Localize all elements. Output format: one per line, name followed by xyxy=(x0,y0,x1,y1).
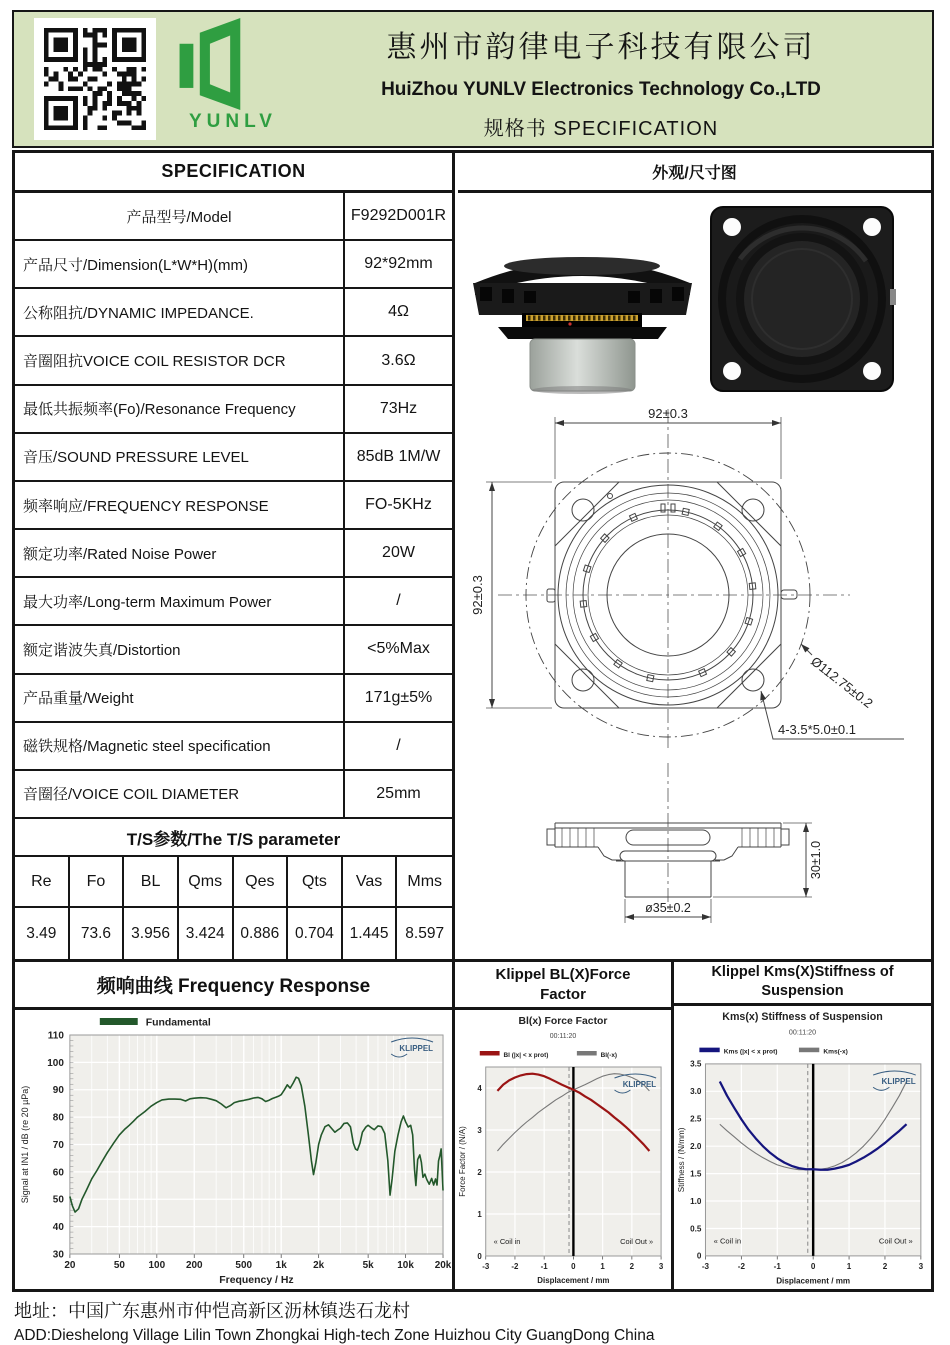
spec-value: 4Ω xyxy=(388,303,409,321)
table-row xyxy=(15,723,452,771)
kms-stiffness-chart xyxy=(674,1006,931,1289)
svg-text:Kms(-x): Kms(-x) xyxy=(823,1048,848,1056)
dim-circle-label: Ø112.75±0.2 xyxy=(808,653,876,711)
ts-value: 8.597 xyxy=(405,924,445,942)
svg-text:KLIPPEL: KLIPPEL xyxy=(622,1079,657,1090)
table-row xyxy=(15,434,452,482)
qr-code xyxy=(34,18,156,140)
table-row xyxy=(15,289,452,337)
dim-height-label: 92±0.3 xyxy=(470,575,485,615)
svg-text:3: 3 xyxy=(918,1261,924,1271)
spec-label: 额定谐波失真/Distortion xyxy=(15,626,345,672)
ts-value: 3.424 xyxy=(179,908,234,959)
ts-header: Vas xyxy=(343,857,398,908)
svg-text:Bl(-x): Bl(-x) xyxy=(600,1051,618,1060)
spec-value: 20W xyxy=(382,544,415,562)
spec-value: F9292D001R xyxy=(350,207,447,225)
speaker-logo-icon xyxy=(172,18,246,110)
frequency-response-title: 频响曲线 Frequency Response xyxy=(15,962,452,1010)
ts-parameter-table xyxy=(15,857,452,959)
spec-label: 产品重量/Weight xyxy=(15,675,345,721)
svg-text:00:11:20: 00:11:20 xyxy=(788,1028,817,1037)
ts-header: Mms xyxy=(397,857,452,908)
svg-text:50: 50 xyxy=(113,1259,125,1272)
spec-label: 频率响应/FREQUENCY RESPONSE xyxy=(15,482,345,528)
svg-text:10k: 10k xyxy=(397,1259,414,1272)
frequency-response-plot xyxy=(16,1011,451,1288)
spec-value: 3.6Ω xyxy=(381,351,416,369)
svg-text:0.5: 0.5 xyxy=(690,1223,702,1233)
spec-label: 最低共振频率(Fo)/Resonance Frequency xyxy=(15,386,345,432)
svg-text:0: 0 xyxy=(477,1251,482,1261)
spec-value: / xyxy=(396,592,401,610)
spec-label: 公称阻抗/DYNAMIC IMPEDANCE. xyxy=(15,289,345,335)
speaker-side-photo xyxy=(470,235,695,397)
company-name-en: HuiZhou YUNLV Electronics Technology Co.,LTD xyxy=(381,79,821,100)
svg-text:100: 100 xyxy=(47,1057,64,1069)
spec-label: 产品型号/Model xyxy=(15,193,345,239)
frequency-response-chart xyxy=(15,1010,452,1289)
spec-label: 音压/SOUND PRESSURE LEVEL xyxy=(15,434,345,480)
svg-text:Signal at IN1 / dB (re 20 µPa): Signal at IN1 / dB (re 20 µPa) xyxy=(19,1085,30,1204)
table-row xyxy=(15,337,452,385)
svg-text:20: 20 xyxy=(64,1259,76,1272)
ts-value: 3.49 xyxy=(15,908,70,959)
svg-text:00:11:20: 00:11:20 xyxy=(549,1032,577,1041)
svg-text:Frequency / Hz: Frequency / Hz xyxy=(219,1274,294,1287)
svg-text:2: 2 xyxy=(477,1167,482,1177)
table-row xyxy=(15,675,452,723)
svg-text:1.5: 1.5 xyxy=(690,1169,702,1179)
svg-text:3: 3 xyxy=(658,1261,664,1272)
table-row xyxy=(15,482,452,530)
svg-text:0: 0 xyxy=(696,1251,702,1261)
svg-text:-1: -1 xyxy=(540,1261,548,1272)
spec-sheet-body xyxy=(12,150,934,1292)
svg-text:-1: -1 xyxy=(773,1261,781,1271)
svg-text:Coil Out »: Coil Out » xyxy=(878,1236,913,1246)
svg-text:2.0: 2.0 xyxy=(690,1141,702,1151)
svg-text:KLIPPEL: KLIPPEL xyxy=(399,1043,434,1054)
svg-text:0: 0 xyxy=(810,1261,816,1271)
company-name-cn: 惠州市韵律电子科技有限公司 xyxy=(386,31,816,64)
table-row xyxy=(15,241,452,289)
bl-force-factor-chart xyxy=(455,1010,671,1289)
svg-text:KLIPPEL: KLIPPEL xyxy=(881,1076,916,1086)
address-en: ADD:Dieshelong Village Lilin Town Zhongkai High-tech Zone Huizhou City GuangDong China xyxy=(14,1327,655,1344)
address-footer xyxy=(14,1297,934,1345)
svg-text:Coil Out »: Coil Out » xyxy=(620,1236,654,1247)
bl-force-factor-plot xyxy=(456,1011,670,1288)
svg-text:0: 0 xyxy=(571,1261,576,1272)
appearance-dimension-column xyxy=(458,153,931,959)
svg-text:500: 500 xyxy=(235,1259,253,1272)
svg-text:-3: -3 xyxy=(482,1261,490,1272)
doc-type-en: SPECIFICATION xyxy=(553,118,719,140)
svg-text:40: 40 xyxy=(52,1222,64,1234)
svg-text:5k: 5k xyxy=(362,1259,374,1272)
kms-stiffness-plot xyxy=(675,1007,930,1288)
svg-text:2.5: 2.5 xyxy=(690,1114,702,1124)
svg-text:60: 60 xyxy=(52,1167,64,1179)
spec-label: 音圈阻抗VOICE COIL RESISTOR DCR xyxy=(15,337,345,383)
svg-text:1: 1 xyxy=(600,1261,605,1272)
spec-label: 磁铁规格/Magnetic steel specification xyxy=(15,723,345,769)
table-row xyxy=(15,578,452,626)
svg-text:3.5: 3.5 xyxy=(690,1059,702,1069)
svg-text:1: 1 xyxy=(846,1261,852,1271)
speaker-front-photo xyxy=(708,197,896,399)
spec-value: 85dB 1M/W xyxy=(356,447,441,465)
kms-stiffness-panel xyxy=(674,962,931,1289)
table-row xyxy=(15,193,452,241)
ts-header: Re xyxy=(15,857,70,908)
svg-text:Kms(x) Stiffness of Suspension: Kms(x) Stiffness of Suspension xyxy=(722,1010,883,1023)
spec-label: 额定功率/Rated Noise Power xyxy=(15,530,345,576)
table-row xyxy=(15,530,452,578)
svg-text:70: 70 xyxy=(52,1139,64,1152)
svg-text:-2: -2 xyxy=(511,1261,519,1272)
spec-value: 25mm xyxy=(376,784,421,802)
frequency-response-panel xyxy=(15,962,455,1289)
document-header xyxy=(12,10,934,148)
ts-value: 73.6 xyxy=(70,908,125,959)
doc-type-cn: 规格书 xyxy=(483,118,547,140)
svg-text:3.0: 3.0 xyxy=(690,1086,702,1096)
company-logo xyxy=(172,12,294,146)
doc-type-title xyxy=(294,112,908,141)
svg-text:Bl(x) Force Factor: Bl(x) Force Factor xyxy=(518,1015,608,1028)
spec-value: / xyxy=(396,736,401,754)
spec-value: 171g±5% xyxy=(364,688,433,706)
svg-text:80: 80 xyxy=(52,1112,64,1124)
spec-value: 92*92mm xyxy=(364,255,433,273)
ts-header: BL xyxy=(124,857,179,908)
spec-value: FO-5KHz xyxy=(365,496,432,514)
svg-text:Force Factor / (N/A): Force Factor / (N/A) xyxy=(457,1126,467,1197)
spec-label: 产品尺寸/Dimension(L*W*H)(mm) xyxy=(15,241,345,287)
svg-text:2: 2 xyxy=(629,1261,635,1272)
svg-text:-3: -3 xyxy=(701,1261,710,1271)
ts-header: Qts xyxy=(288,857,343,908)
svg-text:Displacement / mm: Displacement / mm xyxy=(776,1275,851,1285)
ts-header: Qes xyxy=(234,857,289,908)
svg-text:Kms (|x| < x prot): Kms (|x| < x prot) xyxy=(723,1048,778,1056)
side-dimension-drawing xyxy=(458,759,931,959)
svg-text:50: 50 xyxy=(52,1194,64,1206)
logo-wordmark: YUNLV xyxy=(189,111,277,132)
charts-section xyxy=(15,959,931,1289)
svg-text:20k: 20k xyxy=(434,1259,451,1272)
svg-text:Stiffness / (N/mm): Stiffness / (N/mm) xyxy=(677,1127,687,1192)
svg-text:« Coil in: « Coil in xyxy=(493,1236,521,1247)
spec-label: 音圈径/VOICE COIL DIAMETER xyxy=(15,771,345,817)
dim-holes-label: 4-3.5*5.0±0.1 xyxy=(778,722,856,737)
ts-value: 3.956 xyxy=(124,908,179,959)
svg-text:1k: 1k xyxy=(275,1259,287,1272)
svg-text:3: 3 xyxy=(477,1125,482,1135)
ts-value: 1.445 xyxy=(343,908,398,959)
svg-text:4: 4 xyxy=(477,1083,482,1093)
ts-header: Fo xyxy=(70,857,125,908)
svg-text:200: 200 xyxy=(185,1259,203,1272)
svg-text:« Coil in: « Coil in xyxy=(713,1236,742,1246)
svg-text:Bl (|x| < x prot): Bl (|x| < x prot) xyxy=(503,1051,549,1060)
bl-force-factor-panel xyxy=(455,962,674,1289)
specification-column xyxy=(15,153,455,959)
svg-text:90: 90 xyxy=(52,1085,64,1097)
address-cn: 地址：中国广东惠州市仲恺高新区沥林镇迭石龙村 xyxy=(14,1301,410,1321)
svg-text:1.0: 1.0 xyxy=(690,1196,702,1206)
svg-text:Fundamental: Fundamental xyxy=(145,1017,211,1029)
dim-depth-label: 30±1.0 xyxy=(809,840,823,880)
svg-text:1: 1 xyxy=(477,1209,482,1219)
bl-panel-title: Klippel BL(X)Force Factor xyxy=(455,962,671,1010)
table-row xyxy=(15,386,452,434)
kms-panel-title: Klippel Kms(X)Stiffness of Suspension xyxy=(674,962,931,1006)
product-photos xyxy=(458,193,931,403)
svg-text:2k: 2k xyxy=(313,1259,325,1272)
spec-table-title: SPECIFICATION xyxy=(15,153,452,193)
ts-parameter-title: T/S参数/The T/S parameter xyxy=(15,817,452,857)
spec-label: 最大功率/Long-term Maximum Power xyxy=(15,578,345,624)
ts-value: 0.704 xyxy=(288,908,343,959)
svg-text:100: 100 xyxy=(148,1259,166,1272)
front-dimension-drawing xyxy=(458,403,931,759)
svg-text:2: 2 xyxy=(882,1261,888,1271)
spec-value: 73Hz xyxy=(379,399,418,417)
table-row xyxy=(15,771,452,817)
dim-width-label: 92±0.3 xyxy=(648,406,688,421)
ts-header: Qms xyxy=(179,857,234,908)
svg-text:-2: -2 xyxy=(737,1261,745,1271)
svg-text:30: 30 xyxy=(52,1249,64,1261)
dim-magnet-label: ø35±0.2 xyxy=(645,901,691,915)
spec-table xyxy=(15,193,452,817)
table-row xyxy=(15,626,452,674)
svg-text:Displacement / mm: Displacement / mm xyxy=(537,1275,610,1286)
ts-value: 0.886 xyxy=(234,908,289,959)
svg-text:110: 110 xyxy=(47,1030,64,1042)
drawing-title: 外观/尺寸图 xyxy=(458,153,931,193)
header-titles xyxy=(294,12,932,146)
spec-value: <5%Max xyxy=(367,640,430,658)
